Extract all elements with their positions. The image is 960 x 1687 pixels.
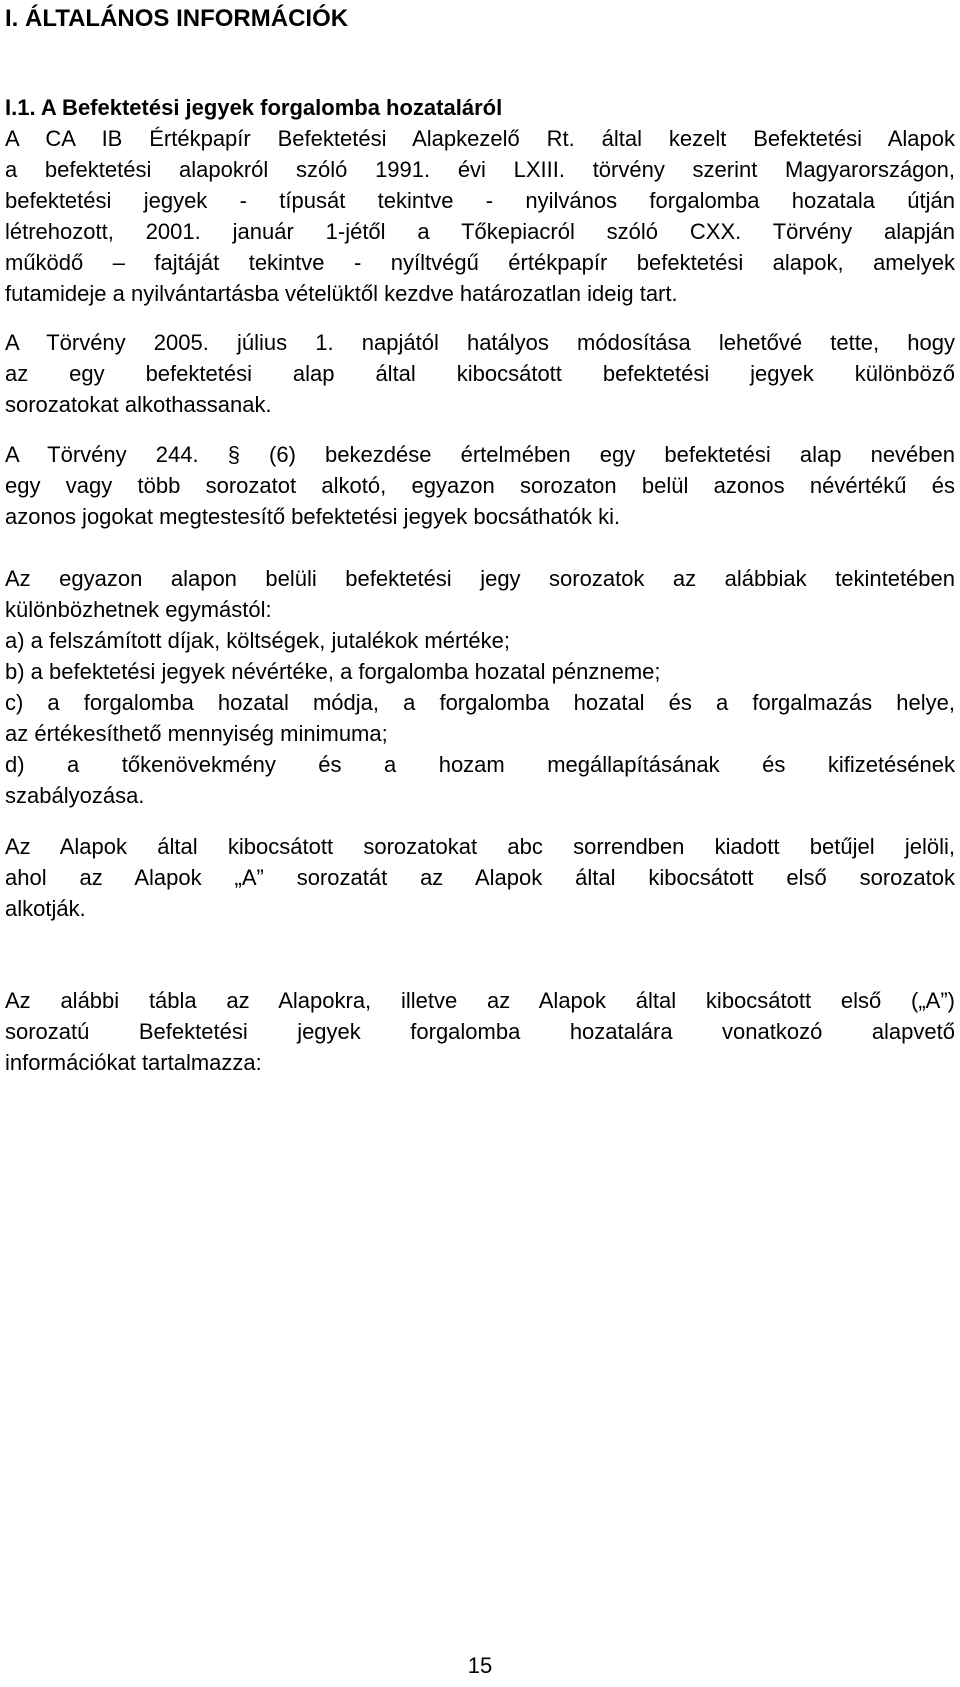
paragraph-5 [5, 831, 955, 924]
paragraph-line: sorozatokat alkothassanak. [5, 392, 272, 417]
paragraph-line: Az egyazon alapon belüli befektetési jegy sorozatok az alábbiak tekintetében [5, 566, 955, 591]
list-item-d: d) a tőkenövekmény és a hozam megállapításának és kifizetésének [5, 752, 955, 777]
paragraph-line: azonos jogokat megtestesítő befektetési jegyek bocsáthatók ki. [5, 504, 621, 529]
paragraph-line: Az alábbi tábla az Alapokra, illetve az Alapok által kibocsátott első („A”) [5, 988, 955, 1013]
page-number: 15 [467, 1653, 493, 1678]
paragraph-4 [5, 563, 955, 811]
paragraph-line: Az Alapok által kibocsátott sorozatokat abc sorrendben kiadott betűjel jelöli, [5, 834, 955, 859]
paragraph-line: sorozatú Befektetési jegyek forgalomba hozatalára vonatkozó alapvető [5, 1019, 955, 1044]
paragraph-1 [5, 123, 955, 309]
paragraph-6 [5, 985, 955, 1078]
paragraph-line: A Törvény 2005. július 1. napjától hatályos módosítása lehetővé tette, hogy [5, 330, 955, 355]
paragraph-line: befektetési jegyek - típusát tekintve - nyilvános forgalomba hozatala útján [5, 188, 955, 213]
section-heading-block [5, 92, 955, 123]
paragraph-line: ahol az Alapok „A” sorozatát az Alapok által kibocsátott első sorozatok [5, 865, 955, 890]
document-title: I. ÁLTALÁNOS INFORMÁCIÓK [5, 5, 349, 32]
list-item-d-continued: szabályozása. [5, 783, 145, 808]
paragraph-line: egy vagy több sorozatot alkotó, egyazon sorozaton belül azonos névértékű és [5, 473, 955, 498]
paragraph-line: a befektetési alapokról szóló 1991. évi LXIII. törvény szerint Magyarországon, [5, 157, 955, 182]
list-item-c-continued: az értékesíthető mennyiség minimuma; [5, 721, 388, 746]
paragraph-line: információkat tartalmazza: [5, 1050, 262, 1075]
paragraph-line: alkotják. [5, 896, 86, 921]
paragraph-line: futamideje a nyilvántartásba vételüktől kezdve határozatlan ideig tart. [5, 281, 678, 306]
paragraph-3 [5, 439, 955, 532]
paragraph-line: az egy befektetési alap által kibocsátott befektetési jegyek különböző [5, 361, 955, 386]
list-item-c: c) a forgalomba hozatal módja, a forgalomba hozatal és a forgalmazás helye, [5, 690, 955, 715]
paragraph-line: működő – fajtáját tekintve - nyíltvégű értékpapír befektetési alapok, amelyek [5, 250, 955, 275]
list-item-a: a) a felszámított díjak, költségek, jutalékok mértéke; [5, 628, 511, 653]
section-heading: I.1. A Befektetési jegyek forgalomba hozataláról [5, 95, 503, 120]
paragraph-line: A CA IB Értékpapír Befektetési Alapkezelő Rt. által kezelt Befektetési Alapok [5, 126, 955, 151]
paragraph-2 [5, 327, 955, 420]
paragraph-line: létrehozott, 2001. január 1-jétől a Tőkepiacról szóló CXX. Törvény alapján [5, 219, 955, 244]
paragraph-line: A Törvény 244. § (6) bekezdése értelmében egy befektetési alap nevében [5, 442, 955, 467]
list-item-b: b) a befektetési jegyek névértéke, a forgalomba hozatal pénzneme; [5, 659, 661, 684]
paragraph-line: különbözhetnek egymástól: [5, 597, 272, 622]
